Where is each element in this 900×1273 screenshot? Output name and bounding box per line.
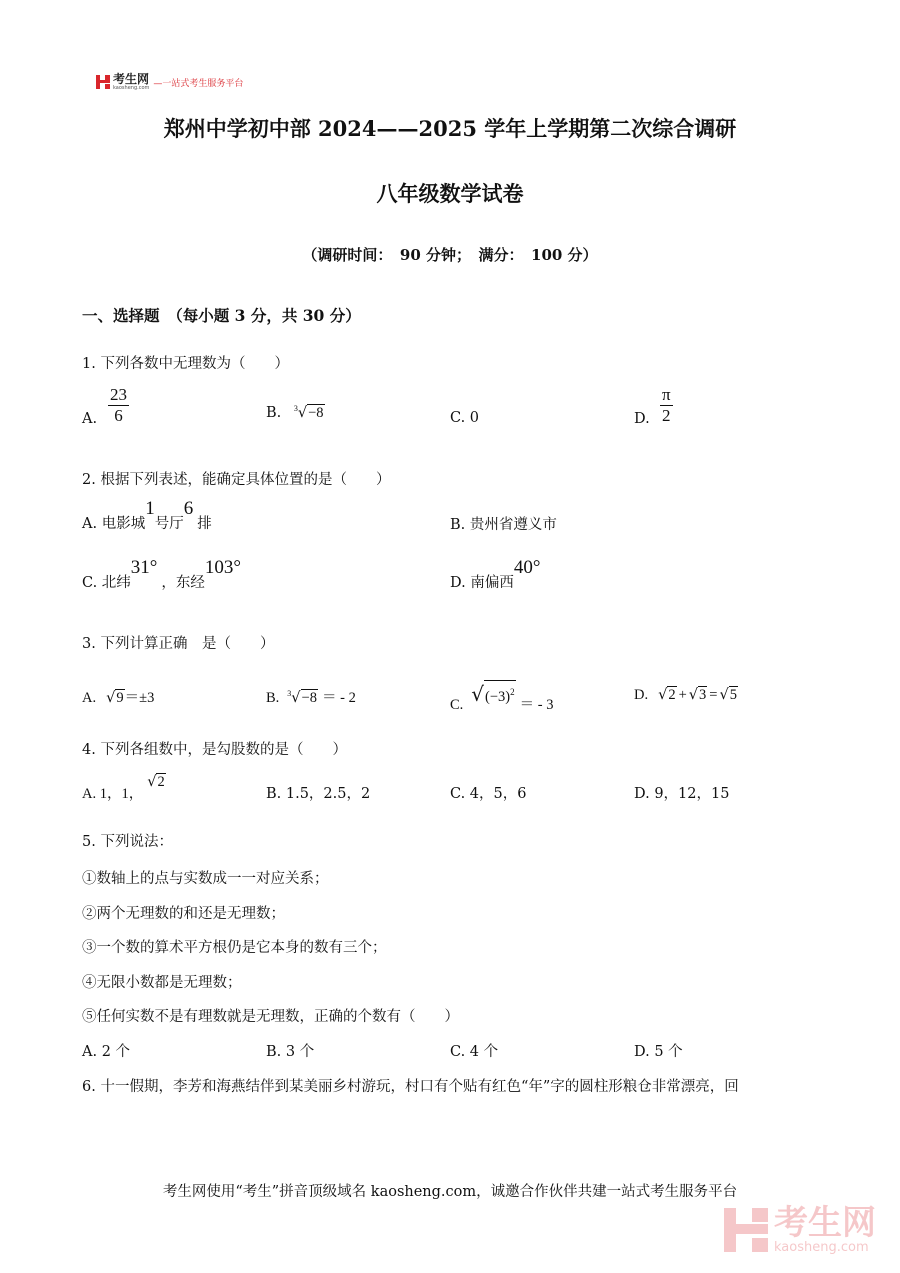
brand-slogan: —一站式考生服务平台	[153, 78, 244, 89]
q5-statement-2: ②两个无理数的和还是无理数；	[82, 906, 285, 922]
q5-statement-1: ①数轴上的点与实数成一一对应关系；	[82, 871, 329, 887]
page-footer: 考生网使用“考生”拼音顶级域名 kaosheng.com，诚邀合作伙伴共建一站式考生服务平台	[162, 1184, 738, 1200]
q3-option-d: D. √2 + √3 = √5	[634, 687, 737, 703]
q3-option-b: B. $^3$√−8 ＝ - 2	[266, 689, 356, 706]
brand-domain: kaosheng.com	[113, 85, 150, 91]
q4-option-a: A. 1，1，√2	[82, 774, 165, 802]
q5-option-a: A. 2 个	[82, 1044, 131, 1060]
q4-option-c: C. 4，5，6	[450, 786, 527, 802]
watermark-brand-name: 考生网	[774, 1203, 876, 1243]
q5-statement-4: ④无限小数都是无理数；	[82, 975, 242, 991]
section-heading: 一、选择题 （每小题 3 分，共 30 分）	[82, 306, 361, 325]
q6-stem: 6. 十一假期，李芳和海燕结伴到某美丽乡村游玩，村口有个贴有红色“年”字的圆柱形粮仓非常漂亮，回	[82, 1079, 739, 1095]
brand-name: 考生网	[113, 72, 150, 86]
q4-option-d: D. 9，12，15	[634, 786, 730, 802]
brand-logo-icon	[96, 75, 110, 89]
q5-stem: 5. 下列说法：	[82, 834, 173, 850]
q3-option-a: A. √9＝±3	[82, 690, 155, 706]
q5-option-c: C. 4 个	[450, 1044, 499, 1060]
q1-stem: 1. 下列各数中无理数为（ ）	[82, 356, 289, 372]
q2-option-b: B. 贵州省遵义市	[450, 517, 557, 533]
q5-statement-3: ③一个数的算术平方根仍是它本身的数有三个；	[82, 940, 387, 956]
watermark-logo	[724, 1205, 876, 1255]
q2-option-c: C. 北纬31°，东经103°	[82, 557, 242, 591]
watermark-domain: kaosheng.com	[774, 1240, 869, 1255]
q4-stem: 4. 下列各组数中，是勾股数的是（ ）	[82, 742, 347, 758]
q3-stem: 3. 下列计算正确 是（ ）	[82, 636, 275, 652]
q3-option-c: C. $√(-3)^2= - 3$	[450, 681, 554, 713]
watermark-brand-icon	[724, 1208, 768, 1252]
exam-subtitle: 八年级数学试卷	[376, 181, 524, 206]
q4-option-b: B. 1.5，2.5，2	[266, 786, 371, 802]
header-logo	[96, 73, 243, 91]
q1-option-c: C. 0	[450, 410, 480, 426]
q2-stem: 2. 根据下列表述，能确定具体位置的是（ ）	[82, 472, 391, 488]
q2-option-a: A. 电影城1号厅6排	[82, 498, 212, 532]
q5-option-b: B. 3 个	[266, 1044, 315, 1060]
q1-option-b: B. $^3$√−8	[266, 404, 324, 421]
exam-title: 郑州中学初中部 2024——2025 学年上学期第二次综合调研	[163, 116, 737, 141]
q5-option-d: D. 5 个	[634, 1044, 683, 1060]
q5-statement-5: ⑤任何实数不是有理数就是无理数，正确的个数有（ ）	[82, 1009, 459, 1025]
exam-info: （调研时间： 90 分钟； 满分： 100 分）	[302, 246, 598, 264]
q2-option-d: D. 南偏西40°	[450, 557, 541, 591]
